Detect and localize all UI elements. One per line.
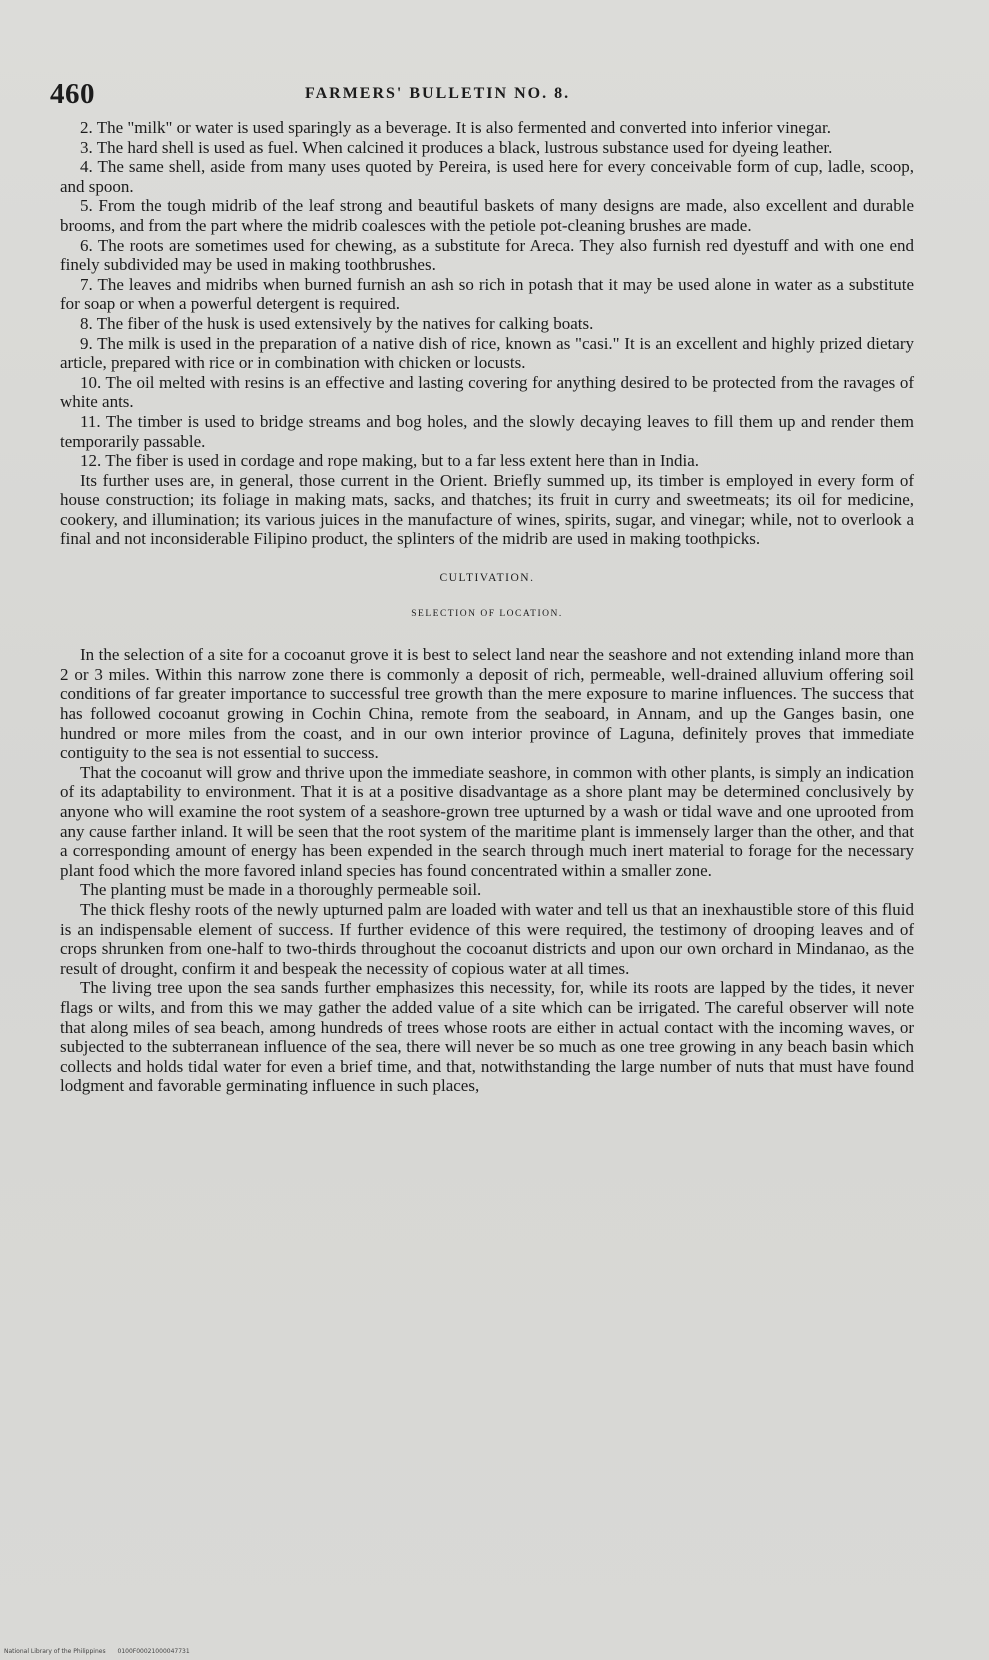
list-item: 3. The hard shell is used as fuel. When calcined it produces a black, lustrous substance used for dyeing leather. [80,137,833,157]
further-uses-paragraph: Its further uses are, in general, those current in the Orient. Briefly summed up, its timber is employed in every form of house construction; its foliage in making mats, sacks, and thatches; its fruit in curry and sweetmeats; its oil for medicine, cookery, and illumination; its various juices in the manufacture of wines, spirits, sugar, and vinegar; while, not to overlook a final and not inconsiderable Filipino product, the splinters of the midrib are used in making toothpicks. [60,470,914,549]
list-item: 5. From the tough midrib of the leaf strong and beautiful baskets of many designs are made, also excellent and durable brooms, and from the part where the midrib coalesces with the petiole pot-cleaning brushes are made. [60,196,914,235]
paragraph: The living tree upon the sea sands further emphasizes this necessity, for, while its roots are lapped by the tides, it never flags or wilts, and from this we may gather the added value of a site which can be irrigated. The careful observer will note that along miles of sea beach, among hundreds of trees whose roots are either in actual contact with the incoming waves, or subjected to the subterranean influence of the sea, there will never be so much as one tree growing in any beach basin which collects and holds tidal water for even a brief time, and that, notwithstanding the large number of nuts that must have found lodgment and favorable germinating influence in such places, [60,978,914,1096]
library-name: National Library of the Philippines [4,1648,106,1655]
list-item: 2. The "milk" or water is used sparingly as a beverage. It is also fermented and converted into inferior vinegar. [80,118,831,137]
list-item: 4. The same shell, aside from many uses quoted by Pereira, is used here for every conceivable form of cup, ladle, scoop, and spoon. [60,157,914,196]
list-item: 9. The milk is used in the preparation of a native dish of rice, known as "casi." It is an excellent and highly prized dietary article, prepared with rice or in combination with chicken or locusts. [60,333,914,373]
paragraph: The planting must be made in a thoroughly permeable soil. [80,880,482,900]
body-text [60,118,914,1096]
page-header [50,78,930,114]
page-number: 460 [50,78,95,110]
running-head: FARMERS' BULLETIN NO. 8. [305,85,571,102]
list-item: 12. The fiber is used in cordage and rope making, but to a far less extent here than in India. [80,451,700,471]
section-heading: CULTIVATION. [439,572,535,585]
scan-footer [4,1648,190,1655]
paragraph: The thick fleshy roots of the newly upturned palm are loaded with water and tell us that an inexhaustible store of this fluid is an indispensable element of success. If further evidence of this were required, the testimony of drooping leaves and of crops shrunken from one-half to two-thirds throughout the cocoanut districts and upon our own orchard in Mindanao, as the result of drought, confirm it and bespeak the necessity of copious water at all times. [60,899,914,978]
paragraph: In the selection of a site for a cocoanut grove it is best to select land near the seashore and not extending inland more than 2 or 3 miles. Within this narrow zone there is commonly a deposit of rich, permeable, well-drained alluvium offering soil conditions of far greater importance to successful tree growth than the mere exposure to marine influences. The success that has followed cocoanut growing in Cochin China, remote from the seaboard, in Annam, and up the Ganges basin, one hundred or more miles from the coast, and in our own interior province of Laguna, definitely proves that immediate contiguity to the sea is not essential to success. [60,645,914,763]
list-item: 6. The roots are sometimes used for chewing, as a substitute for Areca. They also furnish red dyestuff and with one end finely subdivided may be used in making toothbrushes. [60,235,914,275]
scan-identifier: 0100F00021000047731 [117,1648,190,1655]
list-item: 8. The fiber of the husk is used extensively by the natives for calking boats. [80,313,594,333]
list-item: 11. The timber is used to bridge streams and bog holes, and the slowly decaying leaves to fill them up and render them temporarily passable. [60,411,914,451]
subsection-heading: SELECTION OF LOCATION. [411,608,563,619]
list-item: 7. The leaves and midribs when burned furnish an ash so rich in potash that it may be used alone in water as a substitute for soap or when a powerful detergent is required. [60,274,914,314]
paragraph: That the cocoanut will grow and thrive upon the immediate seashore, in common with other plants, is simply an indication of its adaptability to environment. That it is at a positive disadvantage as a shore plant may be determined conclusively by anyone who will examine the root system of a seashore-grown tree upturned by a wash or tidal wave and one uprooted from any cause farther inland. It will be seen that the root system of the maritime plant is immensely larger than the other, and that a corresponding amount of energy has been expended in the search through much inert material to forage for the necessary plant food which the more favored inland species has found concentrated within a smaller zone. [60,762,914,880]
list-item: 10. The oil melted with resins is an effective and lasting covering for anything desired to be protected from the ravages of white ants. [60,372,914,412]
